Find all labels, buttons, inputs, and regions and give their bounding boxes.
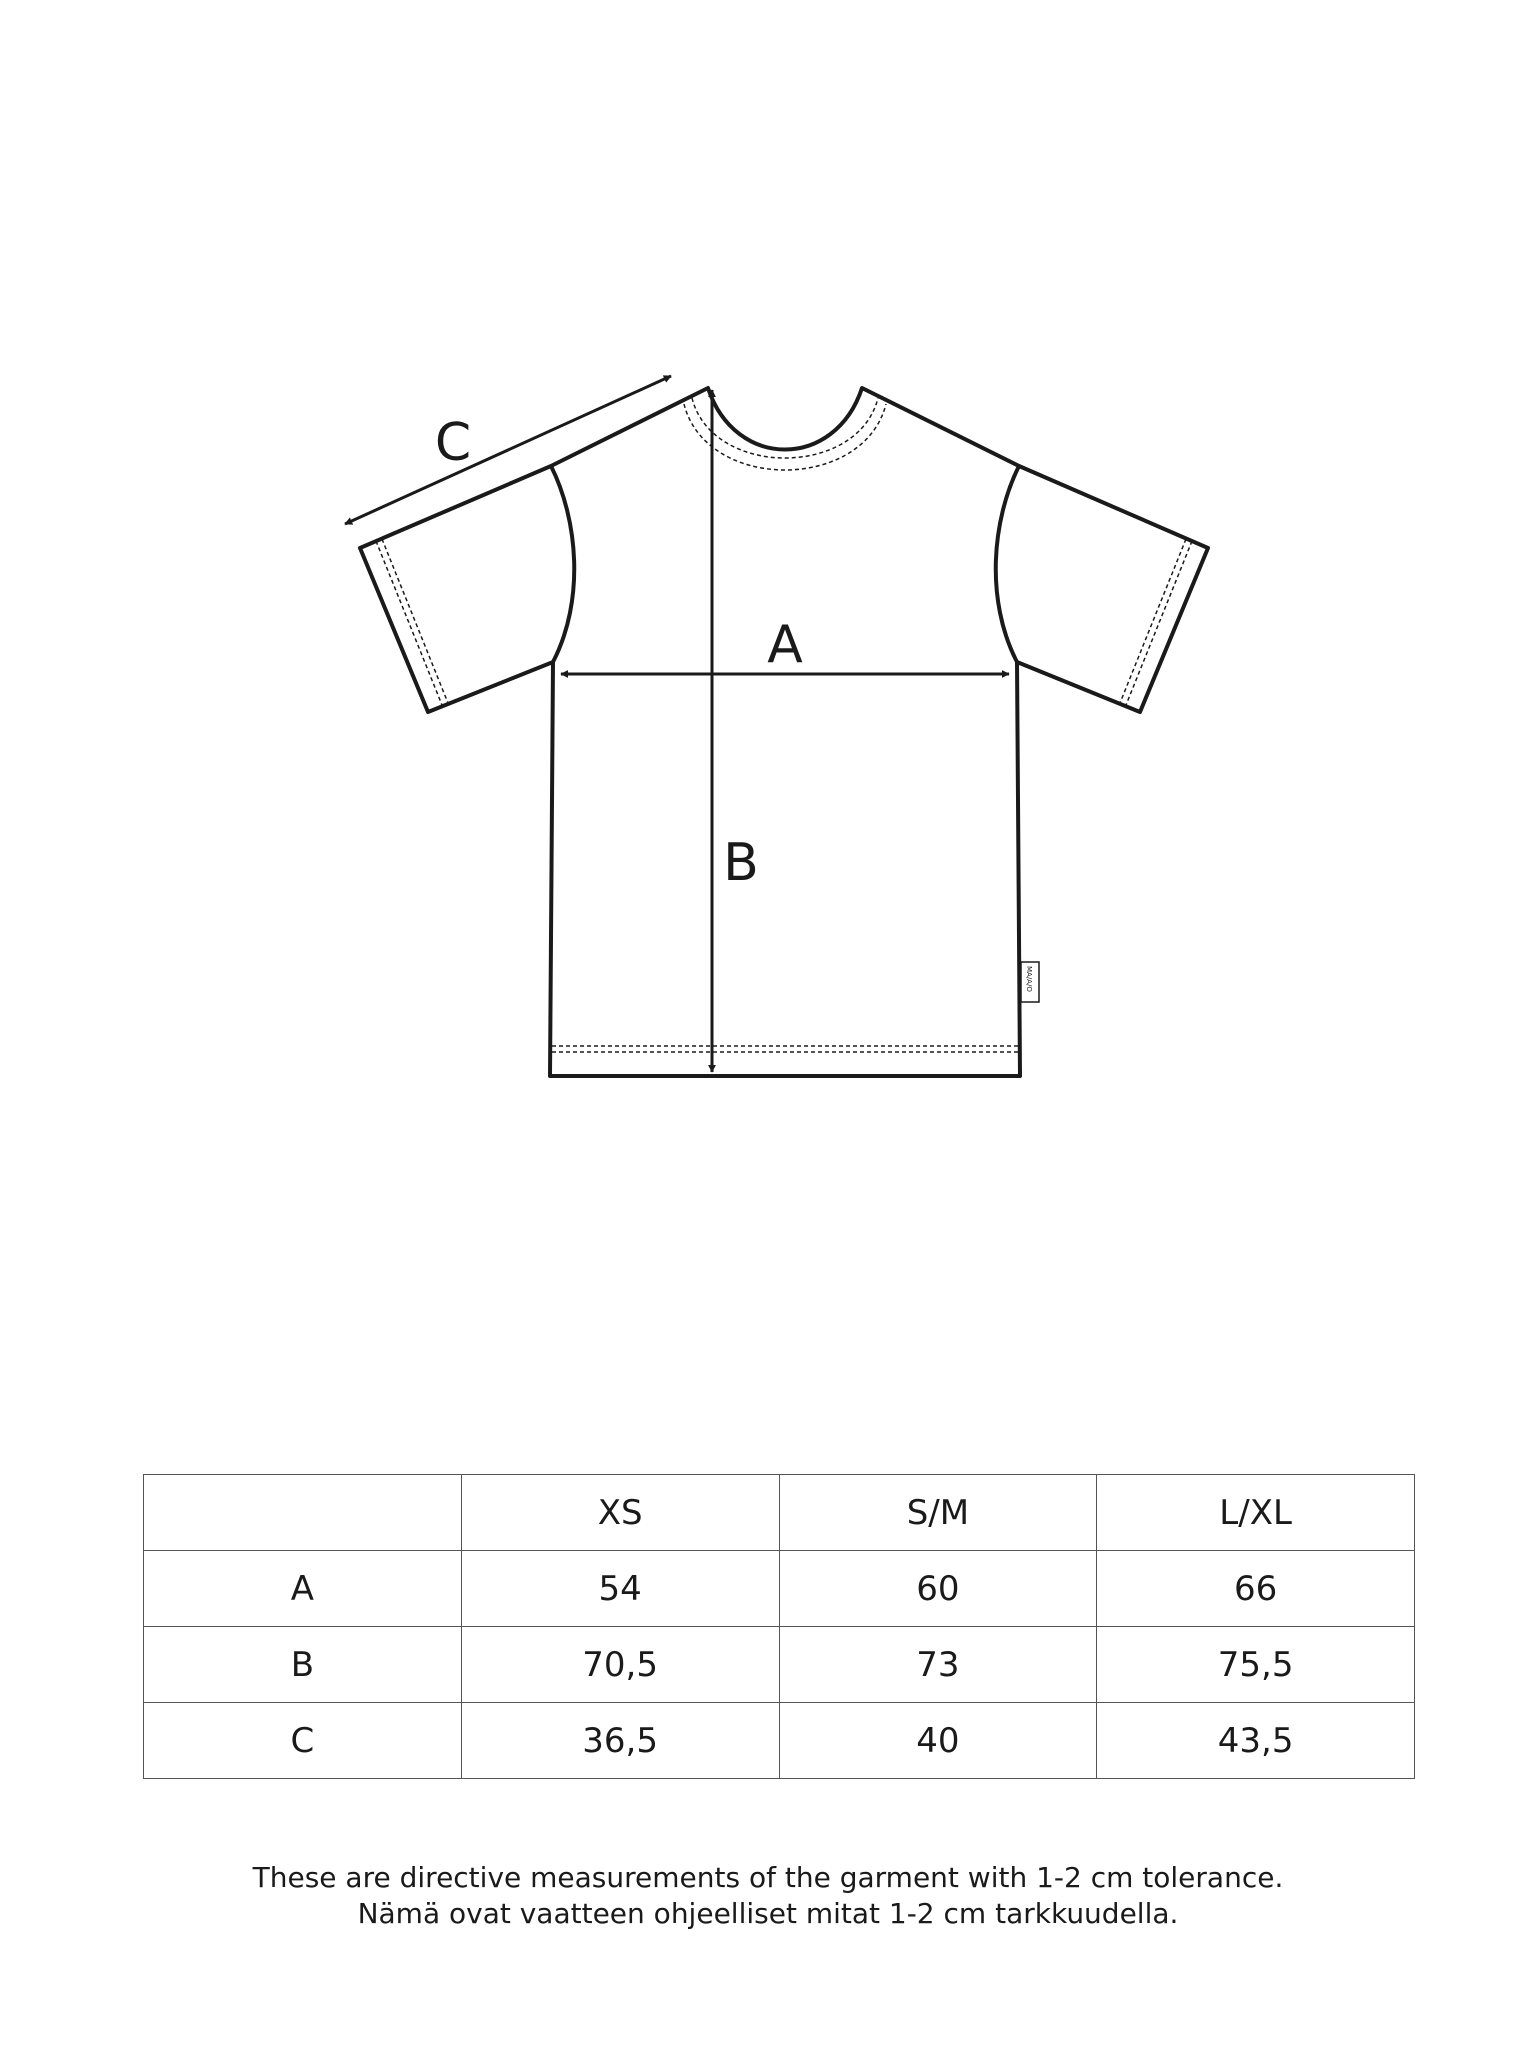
table-cell: 40 xyxy=(779,1703,1097,1779)
table-cell: 70,5 xyxy=(461,1627,779,1703)
table-cell: 36,5 xyxy=(461,1703,779,1779)
brand-tag-text: MA/A/O xyxy=(1025,966,1033,992)
header-cell-empty xyxy=(144,1475,462,1551)
row-label: A xyxy=(144,1551,462,1627)
header-cell-xs: XS xyxy=(461,1475,779,1551)
header-cell-lxl: L/XL xyxy=(1097,1475,1415,1551)
brand-tag xyxy=(1021,962,1039,1002)
table-cell: 43,5 xyxy=(1097,1703,1415,1779)
table-cell: 54 xyxy=(461,1551,779,1627)
row-label: C xyxy=(144,1703,462,1779)
table-cell: 60 xyxy=(779,1551,1097,1627)
note-english: These are directive measurements of the garment with 1-2 cm tolerance. xyxy=(252,1861,1284,1894)
table-row xyxy=(144,1627,1415,1703)
label-a: A xyxy=(767,615,803,675)
size-table xyxy=(143,1474,1415,1779)
arrow-c-sleeve xyxy=(345,376,671,524)
table-cell: 73 xyxy=(779,1627,1097,1703)
table-header-row xyxy=(144,1475,1415,1551)
note-finnish: Nämä ovat vaatteen ohjeelliset mitat 1-2 cm tarkkuudella. xyxy=(357,1897,1179,1930)
row-label: B xyxy=(144,1627,462,1703)
table-row xyxy=(144,1703,1415,1779)
table-row xyxy=(144,1551,1415,1627)
header-cell-sm: S/M xyxy=(779,1475,1097,1551)
label-c: C xyxy=(434,413,472,473)
tshirt-outline xyxy=(360,388,1208,1076)
collar-stitching xyxy=(684,398,886,470)
table-cell: 66 xyxy=(1097,1551,1415,1627)
label-b: B xyxy=(723,833,759,893)
table-cell: 75,5 xyxy=(1097,1627,1415,1703)
tolerance-note xyxy=(0,1860,1536,1932)
measurement-arrows xyxy=(345,376,1009,1072)
